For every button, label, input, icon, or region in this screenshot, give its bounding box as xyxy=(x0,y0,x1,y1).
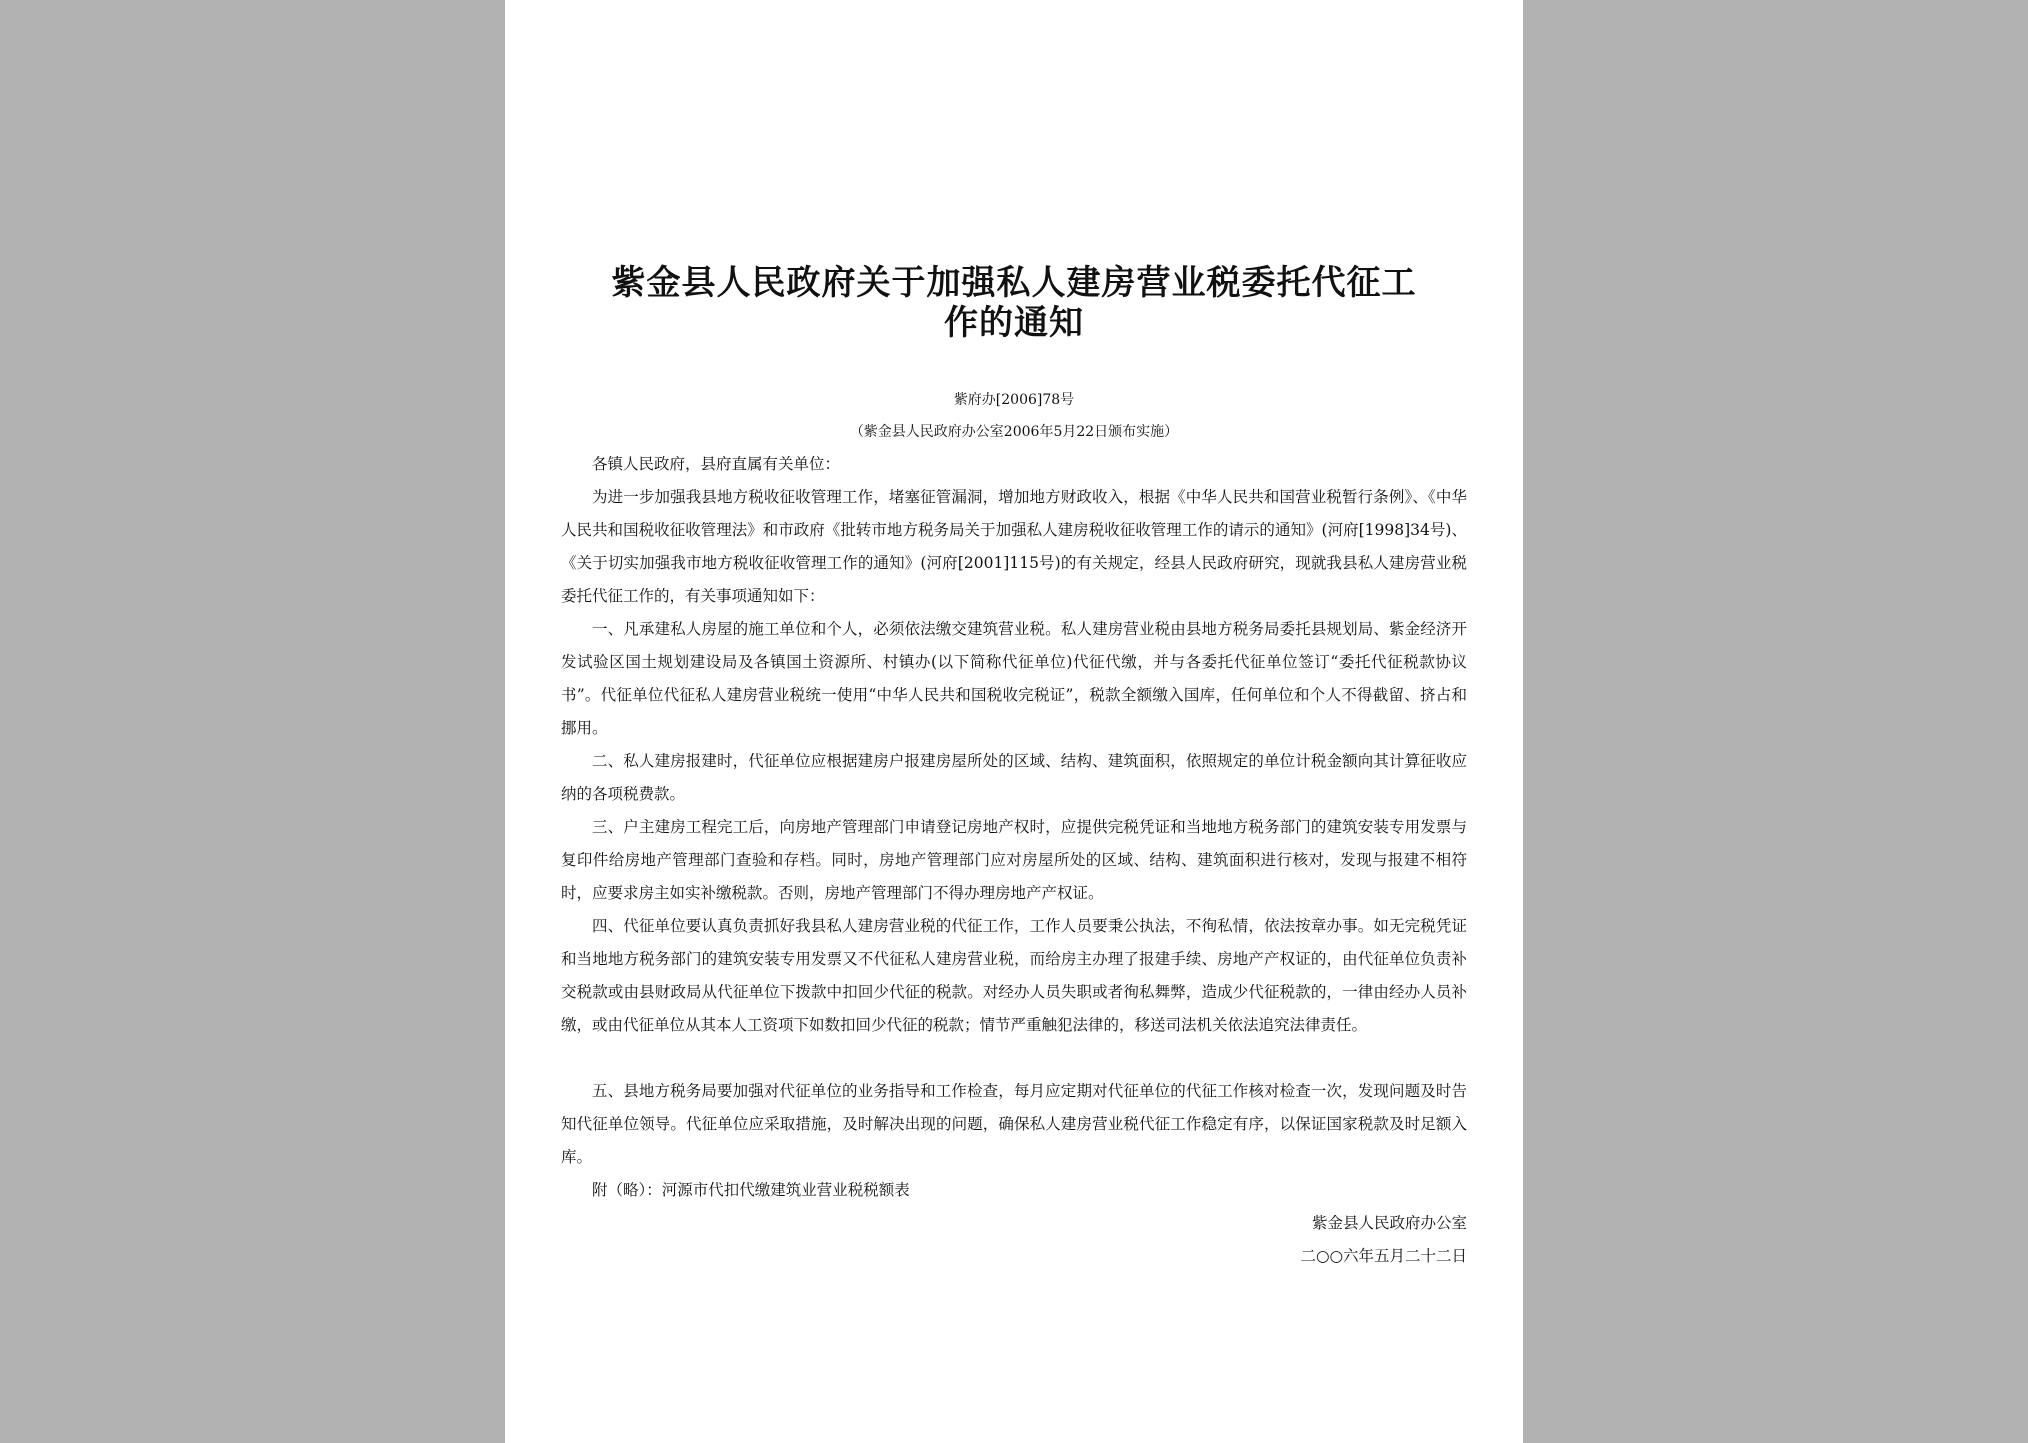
paragraph-item-1: 一、凡承建私人房屋的施工单位和个人，必须依法缴交建筑营业税。私人建房营业税由县地方税务局委托县规划局、紫金经济开发试验区国土规划建设局及各镇国土资源所、村镇办(以下简称代征单位)代征代缴，并与各委托代征单位签订“委托代征税款协议书”。代征单位代征私人建房营业税统一使用“中华人民共和国税收完税证”，税款全额缴入国库，任何单位和个人不得截留、挤占和挪用。 xyxy=(561,620,1467,737)
attachment-note: 附（略）：河源市代扣代缴建筑业营业税税额表 xyxy=(592,1181,910,1199)
issue-note: （紫金县人民政府办公室2006年5月22日颁布实施） xyxy=(849,424,1179,440)
paragraph-item-3: 三、户主建房工程完工后，向房地产管理部门申请登记房地产权时，应提供完税凭证和当地地方税务部门的建筑安装专用发票与复印件给房地产管理部门查验和存档。同时，房地产管理部门应对房屋所处的区域、结构、建筑面积进行核对，发现与报建不相符时，应要求房主如实补缴税款。否则，房地产管理部门不得办理房地产产权证。 xyxy=(561,818,1467,902)
paragraph-item-5: 五、县地方税务局要加强对代征单位的业务指导和工作检查，每月应定期对代征单位的代征工作核对检查一次，发现问题及时告知代征单位领导。代征单位应采取措施，及时解决出现的问题，确保私人建房营业税代征工作稳定有序，以保证国家税款及时足额入库。 xyxy=(561,1082,1467,1166)
paragraph-item-2: 二、私人建房报建时，代征单位应根据建房户报建房屋所处的区域、结构、建筑面积，依照规定的单位计税金额向其计算征收应纳的各项税费款。 xyxy=(561,752,1467,803)
document-page xyxy=(505,0,1523,1443)
issuer-signature: 紫金县人民政府办公室 xyxy=(1311,1214,1467,1232)
document-number: 紫府办[2006]78号 xyxy=(953,392,1075,408)
issue-date: 二○○六年五月二十二日 xyxy=(1300,1247,1467,1265)
paragraph-intro: 为进一步加强我县地方税收征收管理工作，堵塞征管漏洞，增加地方财政收入，根据《中华人民共和国营业税暂行条例》、《中华人民共和国税收征收管理法》和市政府《批转市地方税务局关于加强私人建房税收征收管理工作的请示的通知》(河府[1998]34号)、《关于切实加强我市地方税收征收管理工作的通知》(河府[2001]115号)的有关规定，经县人民政府研究，现就我县私人建房营业税委托代征工作的，有关事项通知如下： xyxy=(561,488,1467,605)
document-title-line-2: 作的通知 xyxy=(944,303,1084,343)
paragraph-item-4: 四、代征单位要认真负责抓好我县私人建房营业税的代征工作，工作人员要秉公执法，不徇私情，依法按章办事。如无完税凭证和当地地方税务部门的建筑安装专用发票又不代征私人建房营业税，而给房主办理了报建手续、房地产产权证的，由代征单位负责补交税款或由县财政局从代征单位下拨款中扣回少代征的税款。对经办人员失职或者徇私舞弊，造成少代征税款的，一律由经办人员补缴，或由代征单位从其本人工资项下如数扣回少代征的税款；情节严重触犯法律的，移送司法机关依法追究法律责任。 xyxy=(561,917,1467,1034)
salutation: 各镇人民政府，县府直属有关单位： xyxy=(592,455,841,473)
document-title-line-1: 紫金县人民政府关于加强私人建房营业税委托代征工 xyxy=(611,263,1417,303)
